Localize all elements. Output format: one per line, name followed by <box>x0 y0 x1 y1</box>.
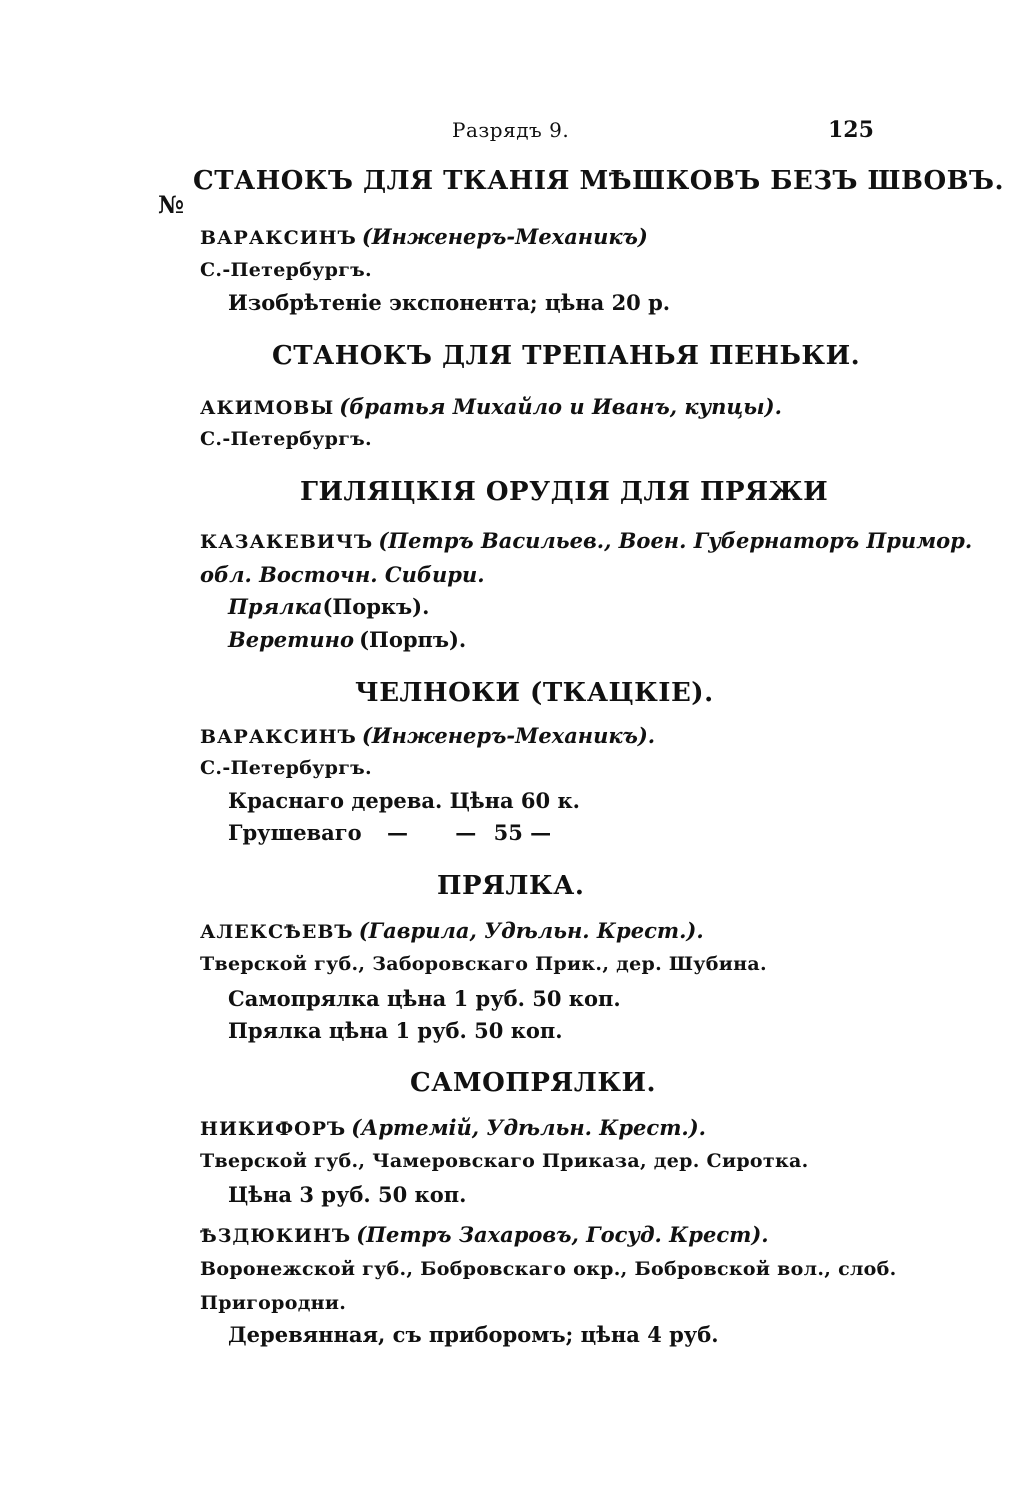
exhibitor-description: (Петръ Захаровъ, Госуд. Крест). <box>356 1222 769 1247</box>
exhibitor-line <box>200 528 972 553</box>
exhibitor-line <box>200 1115 706 1140</box>
number-mark: № <box>158 190 185 219</box>
exhibit-item: Самопрялка цѣна 1 руб. 50 коп. <box>228 986 621 1011</box>
exhibitor-line <box>200 1222 769 1247</box>
item-name: Веретино <box>228 627 354 652</box>
exhibit-item: Деревянная, съ приборомъ; цѣна 4 руб. <box>228 1322 719 1347</box>
exhibit-item: Изобрѣтеніе экспонента; цѣна 20 р. <box>228 290 671 315</box>
exhibit-item <box>228 594 429 619</box>
exhibit-item: Цѣна 3 руб. 50 коп. <box>228 1182 467 1207</box>
exhibitor-description: (Петръ Васильев., Воен. Губернаторъ Примор. <box>378 528 973 553</box>
exhibitor-place: С.-Петербургъ. <box>200 757 372 779</box>
exhibitor-place: С.-Петербургъ. <box>200 428 372 450</box>
exhibitor-name: АЛЕКСѢЕВЪ <box>200 921 354 943</box>
section-title: ЧЕЛНОКИ (ТКАЦКІЕ). <box>355 678 714 708</box>
exhibit-item: Краснаго дерева. Цѣна 60 к. <box>228 788 580 813</box>
exhibitor-place: Тверской губ., Заборовскаго Прик., дер. Шубина. <box>200 953 767 975</box>
exhibitor-description-continued: обл. Восточн. Сибири. <box>200 562 485 587</box>
exhibitor-place: Воронежской губ., Бобровскаго окр., Бобровской вол., слоб. <box>200 1258 897 1280</box>
exhibitor-description: (Артемій, Удѣльн. Крест.). <box>351 1115 706 1140</box>
exhibitor-line <box>200 918 704 943</box>
exhibit-item: Прялка цѣна 1 руб. 50 коп. <box>228 1018 563 1043</box>
item-name: Прялка <box>228 594 323 619</box>
exhibitor-place: С.-Петербургъ. <box>200 259 372 281</box>
exhibitor-place-continued: Пригородни. <box>200 1292 347 1314</box>
exhibitor-line <box>200 394 782 419</box>
exhibitor-name: НИКИФОРЪ <box>200 1118 347 1140</box>
section-title: СТАНОКЪ ДЛЯ ТКАНІЯ МѢШКОВЪ БЕЗЪ ШВОВЪ. <box>193 166 1005 196</box>
section-title: ГИЛЯЦКІЯ ОРУДІЯ ДЛЯ ПРЯЖИ <box>300 477 829 507</box>
ditto-mark: — <box>455 820 477 845</box>
exhibitor-name: АКИМОВЫ <box>200 397 335 419</box>
item-price: 55 — <box>493 820 552 845</box>
exhibitor-name: ВАРАКСИНЪ <box>200 726 357 748</box>
exhibitor-place: Тверской губ., Чамеровскаго Приказа, дер. Сиротка. <box>200 1150 809 1172</box>
exhibitor-description: (Гаврила, Удѣльн. Крест.). <box>358 918 704 943</box>
page-number: 125 <box>828 117 874 143</box>
exhibit-item <box>228 627 466 652</box>
exhibit-item <box>228 820 551 845</box>
exhibitor-name: ВАРАКСИНЪ <box>200 227 357 249</box>
running-title: Разрядъ 9. <box>452 118 570 142</box>
exhibitor-description: (Инженеръ-Механикъ) <box>361 224 648 249</box>
section-title: СТАНОКЪ ДЛЯ ТРЕПАНЬЯ ПЕНЬКИ. <box>272 341 861 371</box>
section-title: САМОПРЯЛКИ. <box>410 1068 657 1098</box>
item-native-name: (Поркъ). <box>322 594 430 619</box>
item-native-name: (Порпъ). <box>359 627 467 652</box>
section-title: ПРЯЛКА. <box>437 871 585 901</box>
exhibitor-name: КАЗАКЕВИЧЪ <box>200 531 374 553</box>
exhibitor-line <box>200 723 655 748</box>
exhibitor-line <box>200 224 648 249</box>
ditto-mark: — <box>386 820 408 845</box>
item-name: Грушеваго <box>228 820 362 845</box>
exhibitor-description: (братья Михайло и Иванъ, купцы). <box>339 394 782 419</box>
exhibitor-description: (Инженеръ-Механикъ). <box>361 723 656 748</box>
exhibitor-name: ѢЗДЮКИНЪ <box>200 1225 352 1247</box>
